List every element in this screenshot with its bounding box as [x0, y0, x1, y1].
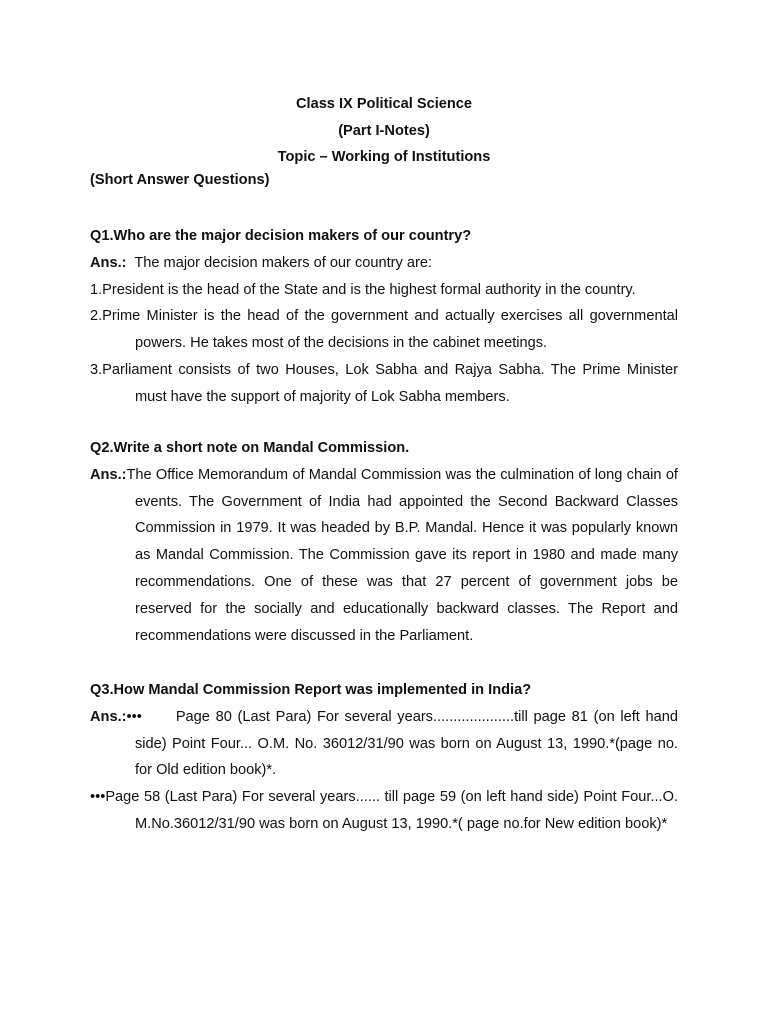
question-1: Q1.Who are the major decision makers of our country? [90, 228, 472, 244]
answer-1-intro [90, 250, 678, 277]
answer-label: Ans.: [90, 254, 127, 271]
question-block-2 [90, 435, 678, 649]
question-3: Q3.How Mandal Commission Report was implemented in India? [90, 682, 532, 698]
answer-1-point-3: 3.Parliament consists of two Houses, Lok Sabha and Rajya Sabha. The Prime Minister must have the support of majority of Lok Sabha members. [90, 361, 678, 405]
answer-3-bullet-1 [90, 704, 678, 784]
question-2: Q2.Write a short note on Mandal Commission. [90, 440, 410, 456]
question-block-3 [90, 677, 678, 838]
answer-2 [90, 462, 678, 650]
answer-label: Ans.: [90, 708, 127, 725]
answer-3-bullet-2: •••Page 58 (Last Para) For several years...... till page 59 (on left hand side) Point Four...O. M.No.36012/31/90 was born on August 13, 1990.*( page no.for New edition book)* [90, 789, 678, 832]
header-topic: Topic – Working of Institutions [277, 149, 491, 165]
section-label: (Short Answer Questions) [90, 172, 270, 188]
answer-2-text: The Office Memorandum of Mandal Commission was the culmination of long chain of events. The Government of India had appointed the Second Backward Classes Commission in 1979. It was headed by B.P. Mandal. Hence it was popularly known as Mandal Commission. The Commission gave its report in 1980 and made many recommendations. One of these was that 27 percent of government jobs be reserved for the socially and educationally backward classes. The Report and recommendations were discussed in the Parliament. [126, 466, 678, 644]
question-block-1 [90, 223, 678, 411]
header-subject: Class IX Political Science [295, 96, 473, 112]
answer-1-point-2: 2.Prime Minister is the head of the government and actually exercises all governmental powers. He takes most of the decisions in the cabinet meetings. [90, 308, 678, 352]
answer-3-bullet-1-text: Page 80 (Last Para) For several years....................till page 81 (on left hand side) Point Four... O.M. No. 36012/31/90 was born on August 13, 1990.*(page no. for Old edition book)*. [135, 708, 678, 779]
answer-1-point-1: 1.President is the head of the State and is the highest formal authority in the country. [90, 281, 636, 298]
answer-1-intro-text: The major decision makers of our country are: [134, 254, 433, 271]
answer-label: Ans.: [90, 466, 127, 483]
bullet-marker: ••• [126, 708, 142, 725]
header-part: (Part I-Notes) [338, 122, 430, 139]
document-header [0, 91, 768, 171]
